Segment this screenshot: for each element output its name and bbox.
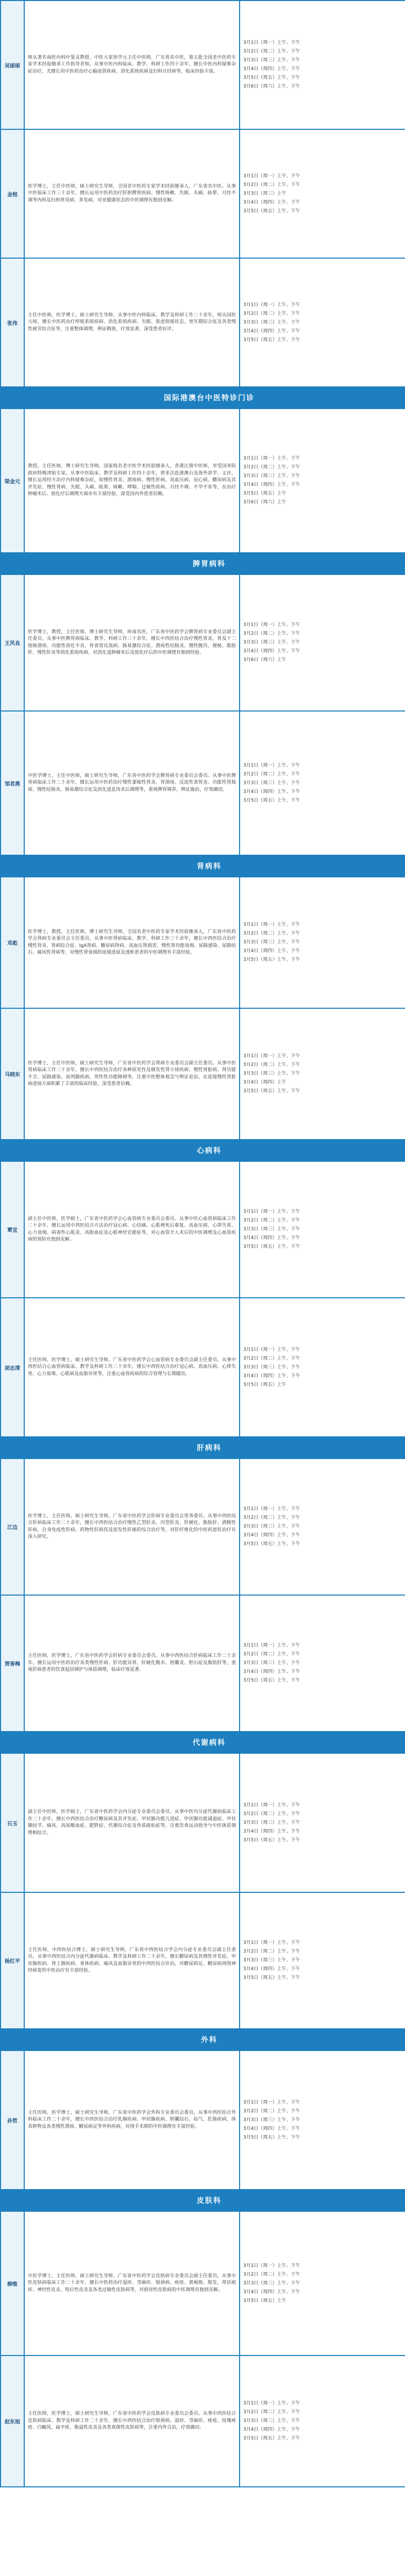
doctor-row (1, 877, 405, 1008)
clinic-time-slot: 3月4日（周四）上午、下午 (243, 2126, 300, 2131)
clinic-time-slot: 3月1日（周一）上午、下午 (243, 762, 300, 768)
clinic-times (240, 1892, 405, 2029)
clinic-time-slot: 3月2日（周二）上午、下午 (243, 49, 300, 54)
clinic-time-slot: 3月2日（周二）上午、下午 (243, 1811, 300, 1817)
clinic-time-slot: 3月2日（周二）上午、下午 (243, 311, 300, 316)
doctor-name: 吴丽丽 (1, 1, 24, 129)
section-title: 代谢病科 (1, 1732, 405, 1753)
section-title: 肾病科 (1, 855, 405, 877)
clinic-times (240, 1753, 405, 1892)
doctor-row (1, 1595, 405, 1732)
doctor-row (1, 1298, 405, 1437)
doctor-row (1, 1008, 405, 1140)
clinic-time-slot: 3月4日（周四）上午 (243, 1080, 286, 1085)
clinic-time-slot: 3月4日（周四）上午、下午 (243, 789, 300, 794)
section-title: 外科 (1, 2029, 405, 2050)
section-header-row (1, 855, 405, 877)
doctor-description: 副主任中医师，医学硕士，广东省中医药学会内分泌专业委员会委员。从事中医内分泌代谢病临床工作二十余年，擅长中西医结合治疗糖尿病及其并发症、甲状腺功能亢进症、甲状腺功能减退症、甲状腺结节、痛风、高尿酸血症、肥胖症、代谢综合征及骨质疏松症等，注重饮食运动指导与中医体质调理相结合。 (24, 1753, 240, 1892)
doctor-name: 江边 (1, 1459, 24, 1595)
doctor-name: 贾春梅 (1, 1595, 24, 1732)
clinic-time-slot: 3月5日（周五）上午、下午 (243, 75, 300, 80)
clinic-time-slot: 3月2日（周二）上午、下午 (243, 1062, 300, 1067)
doctor-description: 医学博士，主任中医师，硕士研究生导师，广东省中医药学会肾病专业委员会副主任委员。从事中医肾病临床工作二十余年，擅长中西医结合治疗各种原发性及继发性肾小球疾病、慢性肾脏病、肾功能不全、尿路感染、前列腺疾病、男性性功能障碍等，注重中医整体观念与辨证论治，在延缓慢性肾脏病进展方面积累了丰富的临床经验，深受患者信赖。 (24, 1008, 240, 1140)
clinic-times (240, 1459, 405, 1595)
doctor-description: 主任医师，医学博士，硕士研究生导师，广东省中医药学会外科专业委员会委员。从事中西医结合外科临床工作二十余年，擅长中西医结合治疗乳腺疾病、甲状腺疾病、胆囊结石、疝气、肛肠疾病、体表肿物及各类慢性溃疡、糖尿病足等外科疾病，对围手术期的中医调理有丰富经验。 (24, 2050, 240, 2190)
doctor-description: 教授，主任医师，博士研究生导师，国家级名老中医学术经验继承人，香港注册中医师，享受国务院政府特殊津贴专家。从事中医临床、教学及科研工作四十余年，曾多次赴港澳台及海外讲学、义诊，擅长运用经方治疗内科疑难杂症，如慢性胃炎、溃疡病、慢性肝病、高血压病、冠心病、糖尿病及其并发症、慢性肾病、失眠、头痛、眩晕、咳嗽、哮喘、过敏性疾病、月经不调、不孕不育等，在治疗肿瘤术后、放化疗后调理方面亦有丰富经验，深受国内外患者信赖。 (24, 409, 240, 553)
doctor-name: 邹君燕 (1, 711, 24, 855)
clinic-times (240, 129, 405, 258)
clinic-time-slot: 3月1日（周一）上午、下午 (243, 1940, 300, 1945)
clinic-time-slot: 3月2日（周二）上午、下午 (243, 2108, 300, 2114)
clinic-time-slot: 3月4日（周四）上午、下午 (243, 2427, 300, 2432)
doctor-row (1, 129, 405, 258)
clinic-times (240, 711, 405, 855)
doctor-name: 张伟 (1, 258, 24, 387)
clinic-time-slot: 3月2日（周二）上午、下午 (243, 1218, 300, 1223)
clinic-time-slot: 3月5日（周五）上午 (243, 2298, 286, 2303)
clinic-time-slot: 3月3日（周三）上午、下午 (243, 940, 300, 945)
clinic-times (240, 2050, 405, 2190)
clinic-time-slot: 3月3日（周三）上午、下午 (243, 1227, 300, 1232)
clinic-time-slot: 3月3日（周三）上午、下午 (243, 1958, 300, 1963)
doctor-name: 覃宜 (1, 1161, 24, 1298)
doctor-row (1, 258, 405, 387)
clinic-time-slot: 3月1日（周一）上午、下午 (243, 2401, 300, 2406)
doctor-name: 王风良 (1, 574, 24, 711)
clinic-time-slot: 3月1日（周一）上午、下午 (243, 40, 300, 45)
doctor-description: 主任医师，医学博士，广东省中医药学会肝病专业委员会委员。从事中西医结合肝病临床工作二十余年，擅长运用中医药治疗各类慢性肝病、肝功能异常、肝硬化腹水、胆囊炎、胆石症及脂肪肝等，重视肝病患者的饮食起居调护与体质调理，临床疗效显著。 (24, 1595, 240, 1732)
clinic-time-slot: 3月1日（周一）上午、下午 (243, 2099, 300, 2105)
doctor-name: 邓彪 (1, 877, 24, 1008)
clinic-time-slot: 3月1日（周一）上午、下午 (243, 1643, 300, 1648)
doctor-name: 梁金元 (1, 409, 24, 553)
doctor-row (1, 574, 405, 711)
clinic-time-slot: 3月5日（周五）上午、下午 (243, 1975, 300, 1980)
clinic-times (240, 409, 405, 553)
clinic-time-slot: 3月3日（周三）上午、下午 (243, 58, 300, 63)
section-header-row (1, 2190, 405, 2211)
doctor-description: 主任医师，中西医结合博士，硕士研究生导师，广东省中西医结合学会内分泌专业委员会副主任委员。从事中西医结合内分泌代谢病临床、教学及科研工作二十余年，擅长糖尿病及其慢性并发症、甲状腺疾病、肾上腺疾病、垂体疾病、痛风及血脂异常的中西医结合诊治，对糖尿病足、糖尿病周围神经病变的中医治疗有丰富经验。 (24, 1892, 240, 2029)
clinic-times (240, 2355, 405, 2487)
clinic-time-slot: 3月5日（周五）上午 (243, 491, 286, 496)
doctor-name: 柳维 (1, 2211, 24, 2355)
clinic-time-slot: 3月1日（周一）上午、下午 (243, 302, 300, 308)
section-header-row (1, 1732, 405, 1753)
clinic-time-slot: 3月4日（周四）上午、下午 (243, 1967, 300, 1972)
clinic-time-slot: 3月2日（周二）上午、下午 (243, 631, 300, 636)
clinic-time-slot: 3月1日（周一）上午、下午 (243, 622, 300, 628)
clinic-time-slot: 3月2日（周二）上午、下午 (243, 465, 300, 470)
clinic-time-slot: 3月5日（周五）上午 (243, 1382, 286, 1387)
doctor-description: 医学博士，主任中医师，硕士研究生导师，全国老中医药专家学术经验继承人，广东省名中医。从事中医临床工作三十余年，擅长运用中医药治疗肝胆脾胃疾病、慢性咳嗽、失眠、头痛、眩晕、月经不调等内科及妇科常见病、多发病，对亚健康状态的中医调理有独到见解。 (24, 129, 240, 258)
clinic-time-slot: 3月5日（周五）上午、下午 (243, 2436, 300, 2441)
clinic-time-slot: 3月1日（周一）上午、下午 (243, 2263, 300, 2268)
clinic-time-slot: 3月1日（周一）上午、下午 (243, 1802, 300, 1808)
clinic-time-slot: 3月5日（周五）上午、下午 (243, 798, 300, 803)
clinic-times (240, 877, 405, 1008)
doctor-name: 孙哲 (1, 2050, 24, 2190)
doctor-row (1, 1, 405, 129)
clinic-time-slot: 3月3日（周三）上午、下午 (243, 1820, 300, 1825)
doctor-row (1, 2355, 405, 2487)
doctor-row (1, 1892, 405, 2029)
clinic-time-slot: 3月3日（周三）上午、下午 (243, 780, 300, 786)
doctor-description: 医学博士，教授，主任医师，博士研究生导师，岭南名医，广东省中医药学会脾胃病专业委员会副主任委员。从事中医脾胃病临床、教学、科研工作三十余年，擅长中西医结合治疗慢性胃炎、胃及十二指肠溃疡、功能性消化不良、胃食管反流病、肠易激综合征、溃疡性结肠炎、慢性腹泻、便秘、脂肪肝、慢性肝炎等消化系统疾病，对消化道肿瘤术后及放化疗后的中医调理有独到经验。 (24, 574, 240, 711)
clinic-time-slot: 3月3日（周三）上午、下午 (243, 2418, 300, 2424)
clinic-time-slot: 3月2日（周二）上午、下午 (243, 771, 300, 777)
doctor-name: 石玉 (1, 1753, 24, 1892)
doctor-description: 师从著名南医内科叶鉴灵教授、中医大家徐学元主任中医师，广东省名中医，第五批全国老中医药专家学术经验继承工作指导老师。从事中医内科临床、教学、科研工作四十余年，擅长中医内科疑难杂症治疗，尤擅长用中医药治疗心脑血管疾病、消化系统疾病及妇科月经病等，临床经验丰富。 (24, 1, 240, 129)
section-header-row (1, 1437, 405, 1459)
clinic-time-slot: 3月5日（周五）上午、下午 (243, 957, 300, 962)
clinic-times (240, 2211, 405, 2355)
doctor-row (1, 2050, 405, 2190)
clinic-time-slot: 3月1日（周一）上午、下午 (243, 922, 300, 927)
doctor-description: 主任医师，医学博士，硕士研究生导师，广东省中医药学会心血管病专业委员会副主任委员。从事中西医结合心血管病临床、教学及科研工作二十余年，擅长中西医结合治疗冠心病、高血压病、心律失常、心力衰竭、心肌病及血脂异常等，注重心血管疾病的综合管理与长期随访。 (24, 1298, 240, 1437)
clinic-time-slot: 3月5日（周五）上午、下午 (243, 1678, 300, 1683)
doctor-description: 医学博士，主任医师，硕士研究生导师，广东省中医药学会肝病专业委员会常务委员。从事中西医结合肝病临床工作二十余年，擅长中西医结合治疗慢性乙型肝炎、丙型肝炎、肝硬化、脂肪肝、酒精性肝病、自身免疫性肝病、药物性肝损伤及原发性肝癌的综合治疗等，对肝纤维化的中医药逆转治疗有深入研究。 (24, 1459, 240, 1595)
clinic-time-slot: 3月4日（周四）上午、下午 (243, 66, 300, 72)
clinic-time-slot: 3月4日（周四）上午、下午 (243, 1235, 300, 1241)
clinic-time-slot: 3月4日（周四）上午、下午 (243, 948, 300, 954)
clinic-time-slot: 3月4日（周四）上午、下午 (243, 482, 300, 487)
clinic-times (240, 1595, 405, 1732)
schedule-body (1, 1, 405, 2487)
doctor-name: 赵东旭 (1, 2355, 24, 2487)
doctor-row (1, 2211, 405, 2355)
clinic-time-slot: 3月4日（周四）上午、下午 (243, 1373, 300, 1379)
clinic-time-slot: 3月2日（周二）上午、下午 (243, 1515, 300, 1520)
section-header-row (1, 387, 405, 409)
section-title: 皮肤科 (1, 2190, 405, 2211)
section-header-row (1, 1140, 405, 1161)
clinic-time-slot: 3月4日（周四）上午、下午 (243, 1533, 300, 1538)
clinic-time-slot: 3月3日（周三）上午、下午 (243, 319, 300, 325)
clinic-time-slot: 3月3日（周三）上午、下午 (243, 1660, 300, 1666)
clinic-time-slot: 3月5日（周五）上午、下午 (243, 1089, 300, 1094)
clinic-time-slot: 3月5日（周五）上午、下午 (243, 2134, 300, 2140)
clinic-time-slot: 3月3日（周三）上午、下午 (243, 1364, 300, 1370)
doctor-description: 主任医师，医学博士，硕士研究生导师，广东省中医药学会皮肤病专业委员会委员。从事中西医结合皮肤病临床、教学及科研工作二十余年，擅长中西医结合治疗银屑病、湿疹、荨麻疹、痤疮、玫瑰痤疮、白癜风、扁平疣、脂溢性皮炎及各类真菌性皮肤病等，注重内外合治，疗效确切。 (24, 2355, 240, 2487)
clinic-time-slot: 3月2日（周二）上午、下午 (243, 2272, 300, 2277)
clinic-time-slot: 3月4日（周四）上午、下午 (243, 1669, 300, 1674)
clinic-time-slot: 3月5日（周五）上午、下午 (243, 208, 300, 214)
doctor-description: 副主任中医师，医学硕士，广东省中医药学会心血管病专业委员会委员。从事中医心血管病临床工作二十余年，擅长运用中西医结合方法治疗冠心病、心绞痛、心肌梗死后康复、高血压病、心律失常、心力衰竭、病毒性心肌炎、高脂血症及心脏神经官能症等，对心血管介入术后的中医调理及心血管疾病的预防有独到见解。 (24, 1161, 240, 1298)
clinic-time-slot: 3月3日（周三）上午、下午 (243, 473, 300, 479)
clinic-time-slot: 3月3日（周三）上午、下午 (243, 2117, 300, 2123)
clinic-time-slot: 3月1日（周一）上午、下午 (243, 1054, 300, 1059)
clinic-time-slot: 3月5日（周五）上午、下午 (243, 1837, 300, 1843)
clinic-time-slot: 3月1日（周一）上午、下午 (243, 456, 300, 461)
clinic-time-slot: 3月5日（周五）上午、下午 (243, 1541, 300, 1547)
doctor-name: 金程 (1, 129, 24, 258)
clinic-time-slot: 3月3日（周三）上午、下午 (243, 2280, 300, 2286)
doctor-row (1, 1753, 405, 1892)
clinic-times (240, 1008, 405, 1140)
section-header-row (1, 2029, 405, 2050)
doctor-description: 医学博士，教授，主任医师，博士研究生导师，全国名老中医药专家学术经验继承人，广东省中医药学会肾病专业委员会主任委员。从事中医肾病临床、教学、科研工作三十余年，擅长中西医结合治疗慢性肾炎、肾病综合征、IgA肾病、糖尿病肾病、高血压肾损害、慢性肾功能衰竭、尿路感染、尿路结石、痛风性肾病等，对慢性肾衰竭的延缓进展及透析患者的中医调理有丰富经验。 (24, 877, 240, 1008)
clinic-time-slot: 3月3日（周三）上午、下午 (243, 1071, 300, 1076)
clinic-time-slot: 3月1日（周一）上午、下午 (243, 1506, 300, 1512)
clinic-time-slot: 3月6日（周六）上午、下午 (243, 84, 300, 89)
clinic-time-slot: 3月1日（周一）上午、下午 (243, 1209, 300, 1214)
section-title: 国际港澳台中医特诊门诊 (1, 387, 405, 409)
doctor-row (1, 1161, 405, 1298)
clinic-time-slot: 3月4日（周四）上午、下午 (243, 649, 300, 654)
doctor-row (1, 409, 405, 553)
doctor-description: 中医学博士，主任医师，硕士研究生导师，广东省中医药学会皮肤病专业委员会副主任委员。从事中医皮肤病临床工作二十余年，擅长中医药治疗湿疹、荨麻疹、银屑病、痤疮、黄褐斑、脱发、带状疱疹、神经性皮炎、特应性皮炎及各类过敏性皮肤病等，对损容性皮肤病的中医调理有独到见解。 (24, 2211, 240, 2355)
clinic-time-slot: 3月2日（周二）上午、下午 (243, 931, 300, 936)
doctor-description: 中医学博士，主任中医师，硕士研究生导师，广东省中医药学会脾胃病专业委员会委员。从事中医脾胃病临床工作二十余年，擅长运用中医药治疗慢性萎缩性胃炎、胃溃疡、反流性食管炎、功能性胃肠病、慢性结肠炎、肠易激综合征及消化道息肉术后调理等，重视脾胃调养，辨证施治，疗效确切。 (24, 711, 240, 855)
clinic-time-slot: 3月1日（周一）上午、下午 (243, 1347, 300, 1352)
clinic-time-slot: 3月2日（周二）上午、下午 (243, 2410, 300, 2415)
clinic-times (240, 1, 405, 129)
doctor-row (1, 1459, 405, 1595)
section-title: 肝病科 (1, 1437, 405, 1459)
clinic-time-slot: 3月2日（周二）上午、下午 (243, 1949, 300, 1954)
section-header-row (1, 553, 405, 574)
clinic-time-slot: 3月2日（周二）上午、下午 (243, 1652, 300, 1657)
clinic-time-slot: 3月4日（周四）上午、下午 (243, 199, 300, 205)
clinic-time-slot: 3月4日（周四）上午、下午 (243, 2289, 300, 2295)
doctor-description: 主任中医师，医学博士，硕士研究生导师，从事中医内科临床、教学及科研工作二十余年，师从国医大师，擅长中医药治疗呼吸系统疾病、消化系统疾病、失眠、焦虑抑郁状态、更年期综合征及各类慢性疲劳综合征等，注重整体调理，辨证精准，疗效显著，深受患者好评。 (24, 258, 240, 387)
doctor-name: 杨红平 (1, 1892, 24, 2029)
clinic-time-slot: 3月2日（周二）上午、下午 (243, 182, 300, 188)
clinic-time-slot: 3月2日（周二）上午、下午 (243, 1355, 300, 1361)
clinic-time-slot: 3月5日（周五）上午、下午 (243, 337, 300, 343)
doctor-row (1, 711, 405, 855)
clinic-time-slot: 3月6日（周六）上午 (243, 657, 286, 663)
clinic-time-slot: 3月4日（周四）上午、下午 (243, 1828, 300, 1834)
clinic-time-slot: 3月3日（周三）上午 (243, 191, 286, 196)
clinic-times (240, 1298, 405, 1437)
clinic-times (240, 1161, 405, 1298)
doctor-name: 马晓东 (1, 1008, 24, 1140)
clinic-time-slot: 3月6日（周六）上午 (243, 500, 286, 505)
clinic-time-slot: 3月3日（周三）上午、下午 (243, 1524, 300, 1529)
clinic-time-slot: 3月1日（周一）上午、下午 (243, 173, 300, 179)
section-title: 脾胃病科 (1, 553, 405, 574)
doctor-name: 胡志清 (1, 1298, 24, 1437)
clinic-times (240, 574, 405, 711)
clinic-time-slot: 3月3日（周三）上午、下午 (243, 640, 300, 645)
section-title: 心病科 (1, 1140, 405, 1161)
clinic-times (240, 258, 405, 387)
clinic-time-slot: 3月4日（周四）上午、下午 (243, 328, 300, 334)
clinic-time-slot: 3月5日（周五）上午、下午 (243, 1244, 300, 1249)
